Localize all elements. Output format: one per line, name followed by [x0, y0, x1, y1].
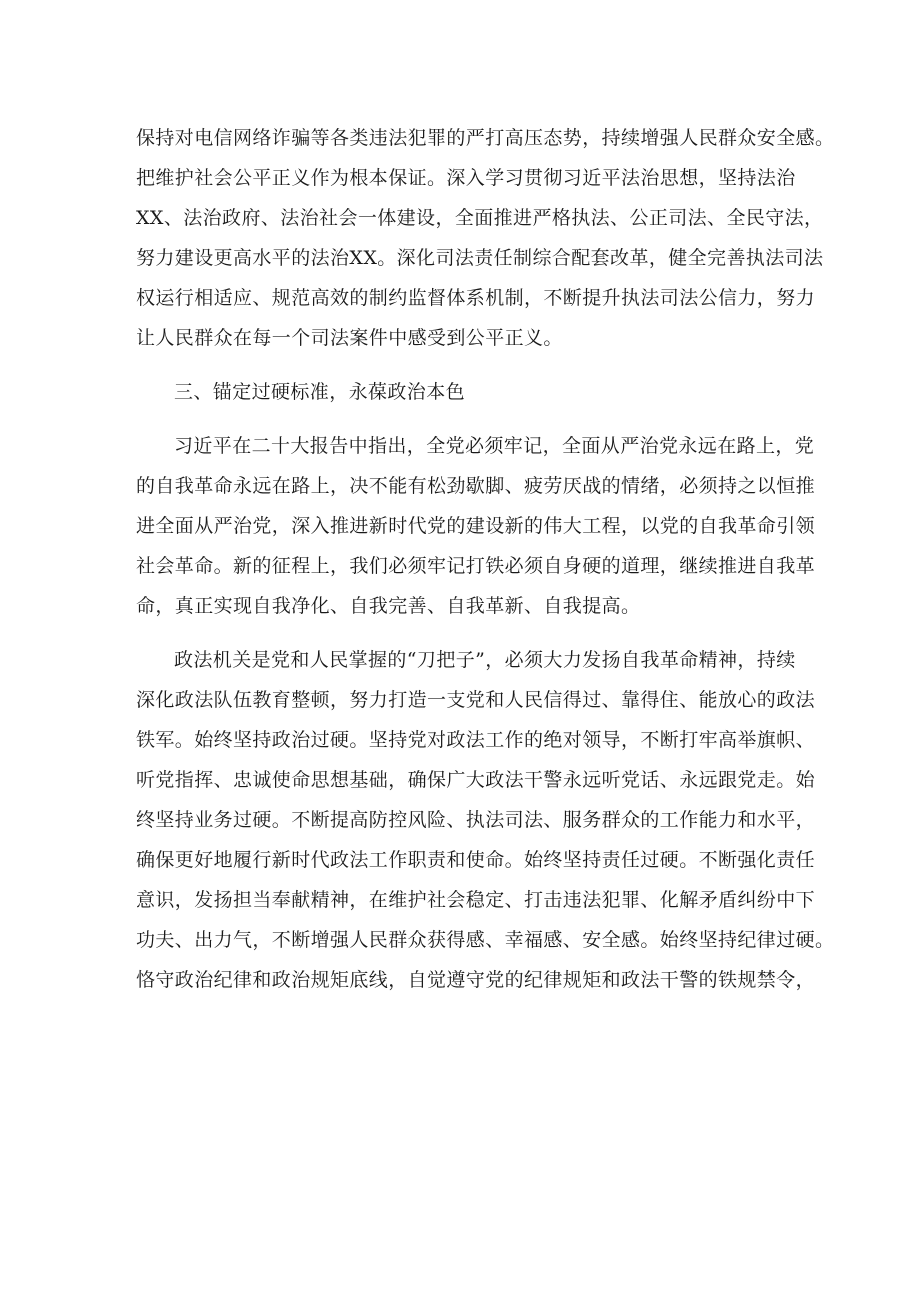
section-heading [136, 372, 802, 412]
paragraph-line: 习近平在二十大报告中指出，全党必须牢记，全面从严治党永远在路上，党 [174, 435, 815, 457]
paragraph-line: 努力建设更高水平的法治XX。深化司法责任制综合配套改革，健全完善执法司法 [136, 247, 824, 269]
paragraph-1 [136, 118, 835, 358]
paragraph-line: 铁军。始终坚持政治过硬。坚持党对政法工作的绝对领导，不断打牢高举旗帜、 [136, 729, 816, 751]
paragraph-line: 社会革命。新的征程上，我们必须牢记打铁必须自身硬的道理，继续推进自我革 [136, 555, 816, 577]
paragraph-line: 让人民群众在每一个司法案件中感受到公平正义。 [136, 327, 563, 349]
paragraph-line: 的自我革命永远在路上，决不能有松劲歇脚、疲劳厌战的情绪，必须持之以恒推 [136, 475, 816, 497]
paragraph-line: 意识，发扬担当奉献精神，在维护社会稳定、打击违法犯罪、化解矛盾纠纷中下 [136, 889, 816, 911]
paragraph-line: 保持对电信网络诈骗等各类违法犯罪的严打高压态势，持续增强人民群众安全感。 [136, 127, 835, 149]
heading-text: 三、锚定过硬标准，永葆政治本色 [174, 381, 466, 403]
paragraph-line: 确保更好地履行新时代政法工作职责和使命。始终坚持责任过硬。不断强化责任 [136, 849, 816, 871]
paragraph-line: 恪守政治纪律和政治规矩底线，自觉遵守党的纪律规矩和政法干警的铁规禁令， [136, 969, 816, 991]
paragraph-line: 命，真正实现自我净化、自我完善、自我革新、自我提高。 [136, 595, 641, 617]
paragraph-line: 进全面从严治党，深入推进新时代党的建设新的伟大工程，以党的自我革命引领 [136, 515, 816, 537]
document-body [136, 118, 835, 1000]
paragraph-line: 把维护社会公平正义作为根本保证。深入学习贯彻习近平法治思想，坚持法治 [136, 167, 796, 189]
paragraph-line: 深化政法队伍教育整顿，努力打造一支党和人民信得过、靠得住、能放心的政法 [136, 689, 816, 711]
paragraph-line: XX、法治政府、法治社会一体建设，全面推进严格执法、公正司法、全民守法， [136, 207, 824, 229]
paragraph-3 [136, 640, 835, 1000]
paragraph-line: 权运行相适应、规范高效的制约监督体系机制，不断提升执法司法公信力，努力 [136, 287, 816, 309]
paragraph-line: 功夫、出力气，不断增强人民群众获得感、幸福感、安全感。始终坚持纪律过硬。 [136, 929, 835, 951]
paragraph-2 [136, 426, 816, 626]
paragraph-line: 政法机关是党和人民掌握的“刀把子”，必须大力发扬自我革命精神，持续 [174, 649, 796, 671]
paragraph-line: 听党指挥、忠诚使命思想基础，确保广大政法干警永远听党话、永远跟党走。始 [136, 769, 816, 791]
paragraph-line: 终坚持业务过硬。不断提高防控风险、执法司法、服务群众的工作能力和水平， [136, 809, 816, 831]
